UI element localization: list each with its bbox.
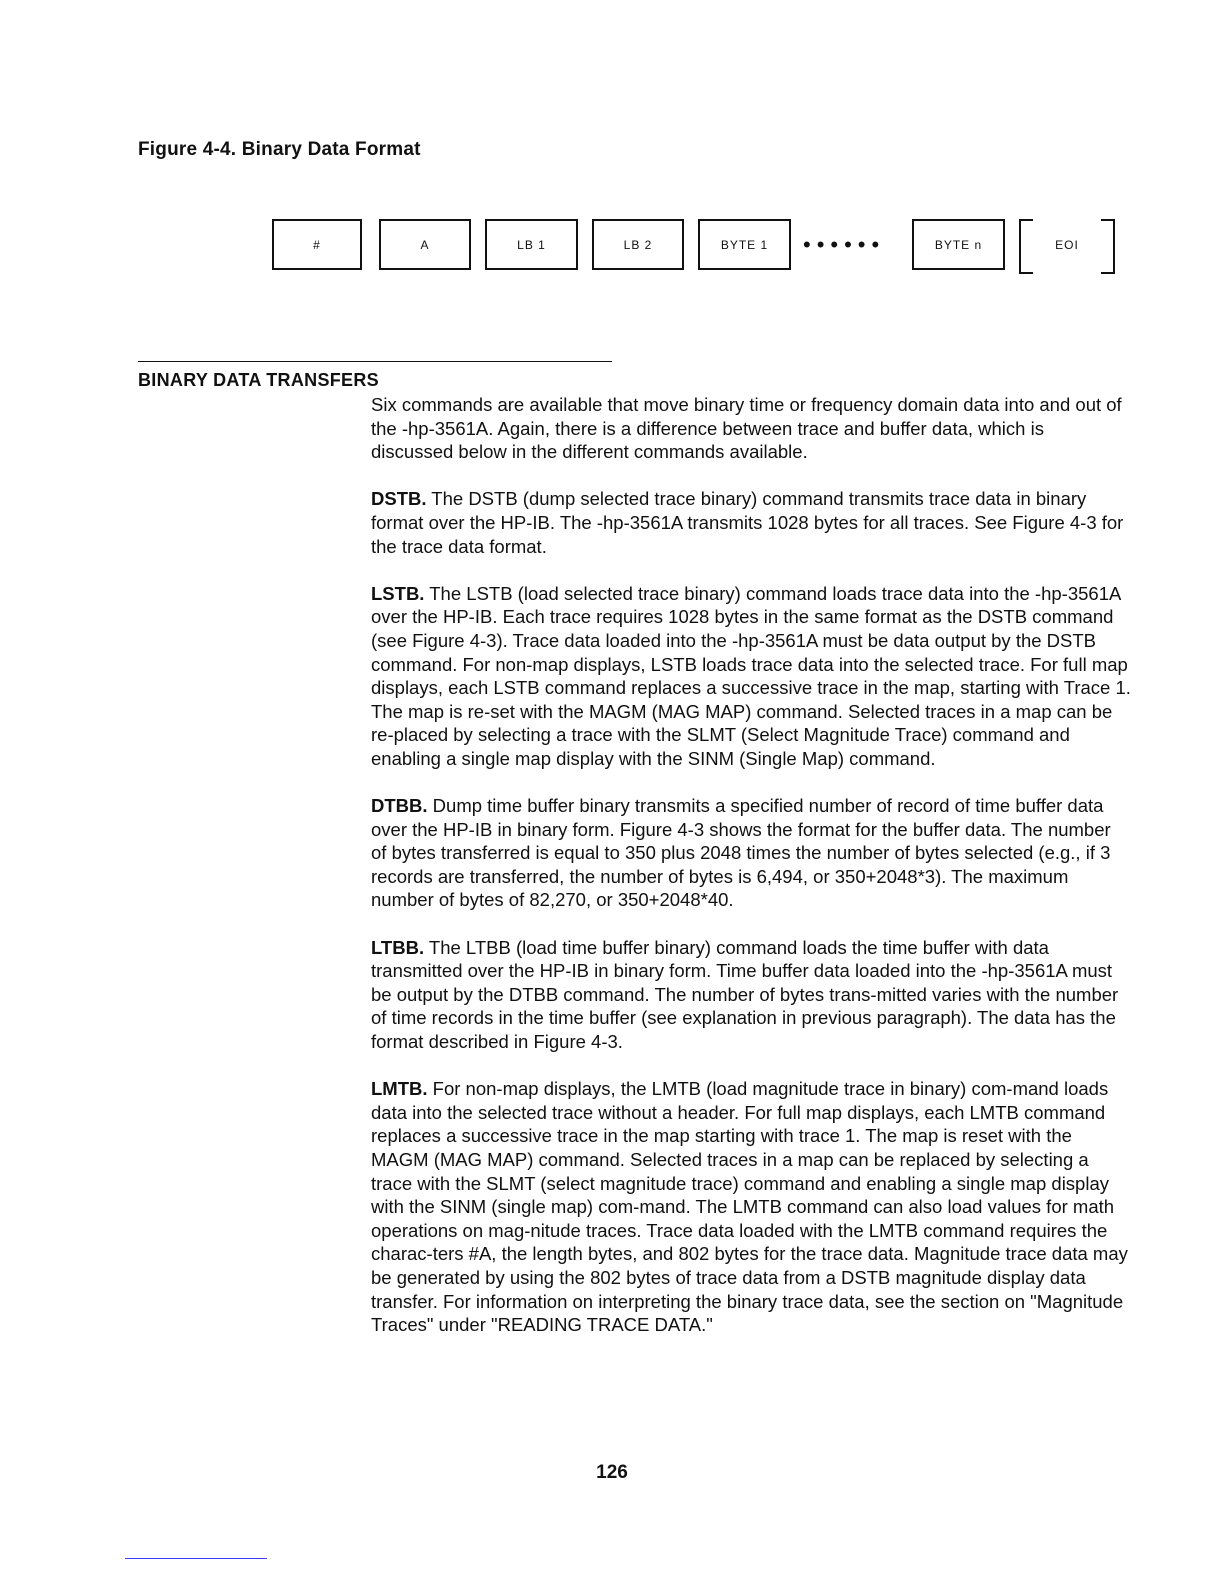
paragraph-text: The DSTB (dump selected trace binary) command transmits trace data in binary format over the HP-IB. The -hp-3561A transmits 1028 bytes for all traces. See Figure 4-3 for the trace data format. bbox=[371, 488, 1124, 557]
paragraph-dtbb bbox=[371, 794, 1131, 912]
paragraph-lstb bbox=[371, 582, 1131, 771]
figure-caption: Figure 4-4. Binary Data Format bbox=[138, 139, 421, 160]
paragraph-keyword: LSTB. bbox=[371, 582, 425, 604]
field-box-byte1: BYTE 1 bbox=[698, 219, 791, 270]
intro-paragraph: Six commands are available that move binary time or frequency domain data into and out of the -hp-3561A. Again, there is a difference between trace and buffer data, which is discussed below in the different commands available. bbox=[371, 394, 1122, 463]
page-number: 126 bbox=[596, 1462, 628, 1483]
field-box-lb1: LB 1 bbox=[485, 219, 578, 270]
footer-rule bbox=[125, 1558, 267, 1559]
paragraph-keyword: LTBB. bbox=[371, 936, 425, 958]
paragraph-keyword: DSTB. bbox=[371, 488, 427, 510]
paragraph-lmtb bbox=[371, 1077, 1131, 1337]
section-title: BINARY DATA TRANSFERS bbox=[138, 370, 379, 390]
ellipsis-dots: •••••• bbox=[803, 232, 886, 257]
paragraph-text: For non-map displays, the LMTB (load magnitude trace in binary) com-mand loads data into the selected trace without a header. For full map displays, each LMTB command replaces a successive trace in the map starting with trace 1. The map is reset with the MAGM (MAG MAP) command. Selected traces in a map can be replaced by selecting a trace with the SLMT (select magnitude trace) command and enabling a single map display with the SINM (single map) com-mand. The LMTB command can also load values for math operations on mag-nitude traces. Trace data loaded with the LMTB command requires the charac-ters #A, the length bytes, and 802 bytes for the trace data. Magnitude trace data may be generated by using the 802 bytes of trace data from a DSTB magnitude display data transfer. For information on interpreting the binary trace data, see the section on "Magnitude Traces" under "READING TRACE DATA." bbox=[371, 1078, 1128, 1336]
field-box-byten: BYTE n bbox=[912, 219, 1005, 270]
paragraph-text: The LSTB (load selected trace binary) command loads trace data into the -hp-3561A over the HP-IB. Each trace requires 1028 bytes in the same format as the DSTB command (see Figure 4-3). Trace data loaded into the -hp-3561A must be data output by the DSTB command. For non-map displays, LSTB loads trace data into the selected trace. For full map displays, each LSTB command replaces a successive trace in the map, starting with Trace 1. The map is re-set with the MAGM (MAG MAP) command. Selected traces in a map can be re-placed by selecting a trace with the SLMT (Select Magnitude Trace) command and enabling a single map display with the SINM (Single Map) command. bbox=[371, 582, 1131, 769]
section-divider bbox=[138, 361, 612, 362]
paragraph-dstb bbox=[371, 487, 1131, 558]
eoi-optional-field bbox=[1019, 219, 1115, 274]
paragraph-ltbb bbox=[371, 936, 1131, 1054]
bracket-right-icon bbox=[1101, 219, 1115, 274]
section-body bbox=[371, 393, 1131, 1360]
paragraph-keyword: DTBB. bbox=[371, 795, 428, 817]
field-box-a: A bbox=[379, 219, 471, 270]
paragraph-keyword: LMTB. bbox=[371, 1078, 428, 1100]
field-box-lb2: LB 2 bbox=[592, 219, 684, 270]
binary-format-diagram bbox=[0, 0, 1224, 300]
paragraph-text: The LTBB (load time buffer binary) command loads the time buffer with data transmitted over the HP-IB in binary form. Time buffer data loaded into the -hp-3561A must be output by the DTBB command. The number of bytes trans-mitted varies with the number of time records in the time buffer (see explanation in previous paragraph). The data has the format described in Figure 4-3. bbox=[371, 936, 1119, 1053]
eoi-label: EOI bbox=[1055, 238, 1079, 252]
paragraph-text: Dump time buffer binary transmits a specified number of record of time buffer data over the HP-IB in binary form. Figure 4-3 shows the format for the buffer data. The number of bytes transferred is equal to 350 plus 2048 times the number of bytes selected (e.g., if 3 records are transferred, the number of bytes is 6,494, or 350+2048*3). The maximum number of bytes of 82,270, or 350+2048*40. bbox=[371, 795, 1111, 911]
field-box-hash: # bbox=[272, 219, 362, 270]
